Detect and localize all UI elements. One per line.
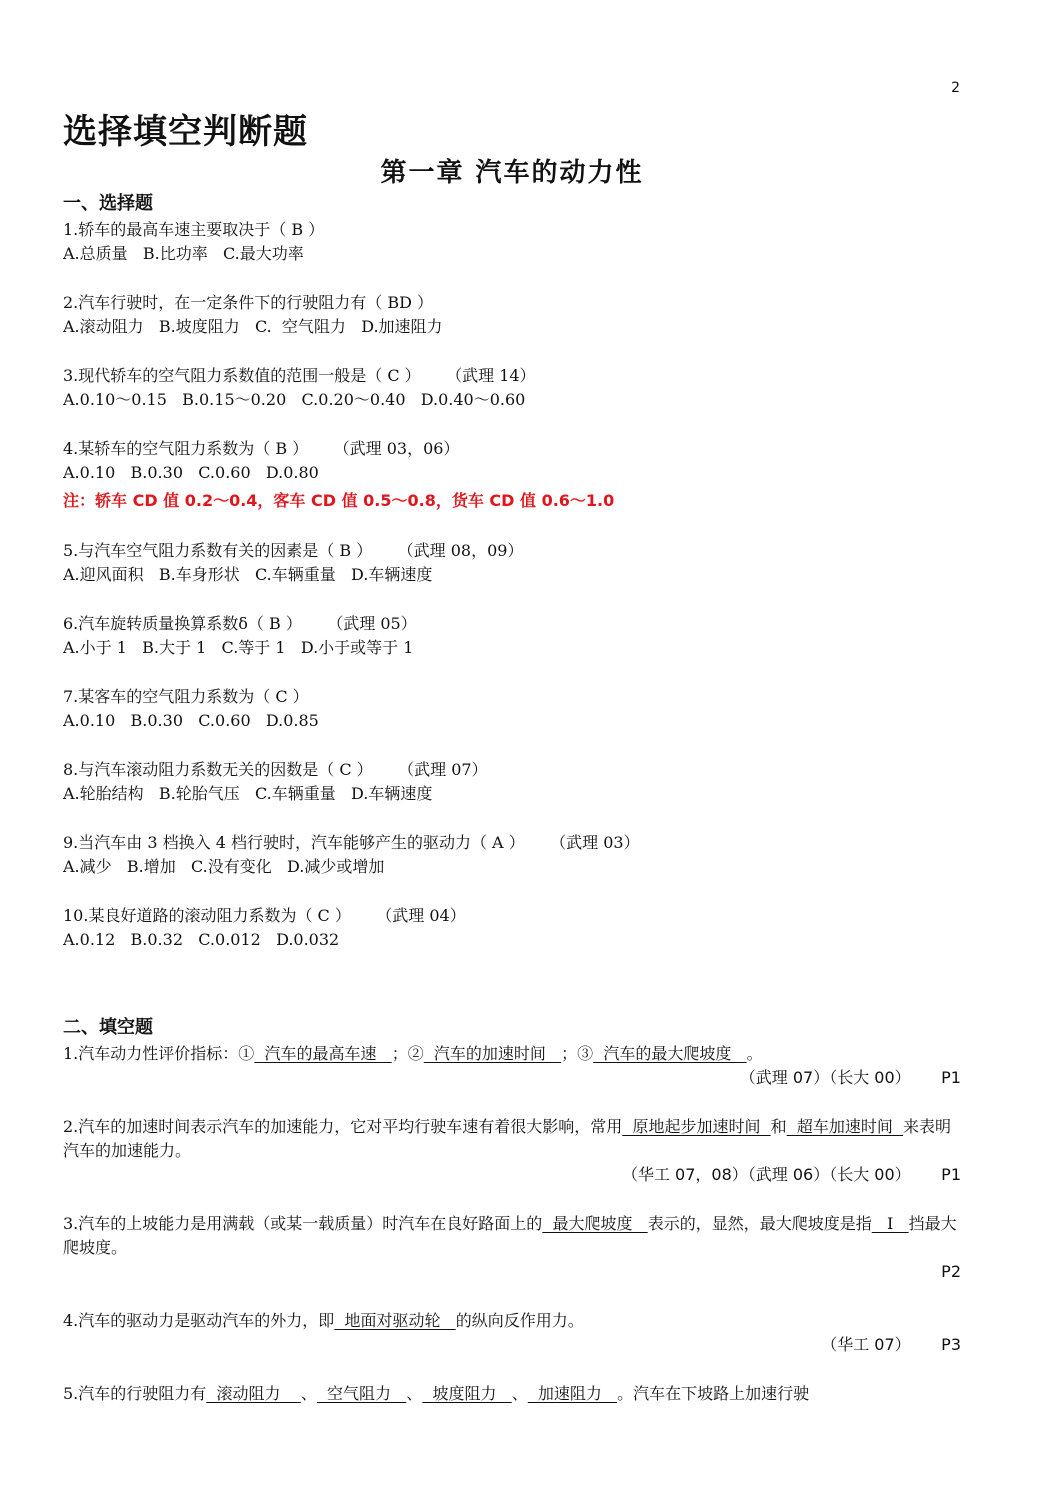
answer-blank: 地面对驱动轮 — [334, 1311, 456, 1330]
question-options: A.迎风面积 B.车身形状 C.车辆重量 D.车辆速度 — [63, 565, 433, 584]
text-part: 挡最大爬坡度。 — [63, 1214, 957, 1257]
text-part: 的纵向反作用力。 — [455, 1311, 584, 1330]
answer-blank: 空气阻力 — [316, 1384, 407, 1403]
answer-blank: 坡度阻力 — [422, 1384, 512, 1403]
question-text: 5.与汽车空气阻力系数有关的因素是（ B ） （武理 08，09） — [63, 541, 524, 560]
answer-blank: 汽车的最大爬坡度 — [593, 1044, 747, 1063]
question-text: 4.某轿车的空气阻力系数为（ B ） （武理 03，06） — [63, 439, 460, 458]
answer-blank: I — [871, 1214, 909, 1233]
question-options: A.0.12 B.0.32 C.0.012 D.0.032 — [63, 930, 340, 949]
content — [63, 190, 961, 1431]
fill-question-text — [63, 1382, 961, 1406]
mcq-section-heading: 一、选择题 — [63, 193, 153, 214]
text-part: 3.汽车的上坡能力是用满载（或某一载质量）时汽车在良好路面上的 — [63, 1214, 543, 1233]
question-options: A.0.10 B.0.30 C.0.60 D.0.80 — [63, 463, 319, 482]
text-part: 2.汽车的加速时间表示汽车的加速能力，它对平均行驶车速有着很大影响，常用 — [63, 1117, 623, 1136]
answer-blank: 最大爬坡度 — [542, 1214, 648, 1233]
question-options: A.小于 1 B.大于 1 C.等于 1 D.小于或等于 1 — [63, 638, 414, 657]
answer-blank: 加速阻力 — [527, 1384, 618, 1403]
chapter-title: 第一章 汽车的动力性 — [380, 158, 644, 188]
question-options: A.减少 B.增加 C.没有变化 D.减少或增加 — [63, 857, 385, 876]
answer-blank: 滚动阻力 — [206, 1384, 301, 1403]
section-gap — [63, 952, 961, 1014]
question-7 — [63, 685, 961, 733]
question-text: 8.与汽车滚动阻力系数无关的因数是（ C ） （武理 07） — [63, 760, 488, 779]
answer-blank: 汽车的加速时间 — [423, 1044, 562, 1063]
text-part: 、 — [406, 1384, 423, 1403]
source-reference: （武理 07）（长大 00） P1 — [739, 1068, 961, 1087]
question-options: A.轮胎结构 B.轮胎气压 C.车辆重量 D.车辆速度 — [63, 784, 433, 803]
question-text: 3.现代轿车的空气阻力系数值的范围一般是（ C ） （武理 14） — [63, 366, 536, 385]
fill-question-3 — [63, 1212, 961, 1284]
fill-question-2 — [63, 1115, 961, 1187]
question-text: 7.某客车的空气阻力系数为（ C ） — [63, 687, 309, 706]
text-part: 表示的，显然，最大爬坡度是指 — [647, 1214, 872, 1233]
question-10 — [63, 904, 961, 952]
question-3 — [63, 364, 961, 412]
fill-question-text — [63, 1212, 961, 1260]
question-text: 6.汽车旋转质量换算系数δ（ B ） （武理 05） — [63, 614, 417, 633]
text-part: 和 — [770, 1117, 787, 1136]
text-part: ；② — [391, 1044, 424, 1063]
fill-question-text — [63, 1042, 961, 1066]
fill-question-text — [63, 1115, 961, 1163]
question-9 — [63, 831, 961, 879]
question-2 — [63, 291, 961, 339]
answer-blank: 原地起步加速时间 — [622, 1117, 771, 1136]
question-text: 2.汽车行驶时，在一定条件下的行驶阻力有（ BD ） — [63, 293, 434, 312]
answer-blank: 超车加速时间 — [786, 1117, 904, 1136]
text-part: 。 — [746, 1044, 763, 1063]
question-options: A.滚动阻力 B.坡度阻力 C. 空气阻力 D.加速阻力 — [63, 317, 443, 336]
main-title: 选择填空判断题 — [63, 112, 308, 152]
question-options: A.0.10～0.15 B.0.15～0.20 C.0.20～0.40 D.0.40～0.60 — [63, 390, 526, 409]
question-6 — [63, 612, 961, 660]
question-options: A.总质量 B.比功率 C.最大功率 — [63, 244, 304, 263]
answer-blank: 汽车的最高车速 — [254, 1044, 392, 1063]
text-part: 、 — [511, 1384, 528, 1403]
question-text: 1.轿车的最高车速主要取决于（ B ） — [63, 220, 325, 239]
question-8 — [63, 758, 961, 806]
question-text: 10.某良好道路的滚动阻力系数为（ C ） （武理 04） — [63, 906, 466, 925]
question-4 — [63, 437, 961, 485]
fill-question-4 — [63, 1309, 961, 1357]
fill-question-1 — [63, 1042, 961, 1090]
text-part: 4.汽车的驱动力是驱动汽车的外力，即 — [63, 1311, 335, 1330]
source-reference: P2 — [941, 1262, 961, 1281]
fill-question-text — [63, 1309, 961, 1333]
question-1 — [63, 218, 961, 266]
fill-question-5 — [63, 1382, 961, 1406]
source-reference: （华工 07，08）（武理 06）（长大 00） P1 — [621, 1165, 961, 1184]
cd-note: 注：轿车 CD 值 0.2～0.4，客车 CD 值 0.5～0.8，货车 CD 值 0.6～1.0 — [63, 491, 615, 510]
question-options: A.0.10 B.0.30 C.0.60 D.0.85 — [63, 711, 319, 730]
text-part: ；③ — [561, 1044, 594, 1063]
text-part: 来表明汽车的加速能力。 — [63, 1117, 952, 1160]
page-number: 2 — [951, 80, 960, 96]
text-part: 1.汽车动力性评价指标：① — [63, 1044, 255, 1063]
source-reference: （华工 07） P3 — [821, 1335, 961, 1354]
question-5 — [63, 539, 961, 587]
text-part: 5.汽车的行驶阻力有 — [63, 1384, 207, 1403]
text-part: 、 — [300, 1384, 317, 1403]
text-part: 。汽车在下坡路上加速行驶 — [617, 1384, 810, 1403]
fill-section-heading: 二、填空题 — [63, 1017, 153, 1038]
question-text: 9.当汽车由 3 档换入 4 档行驶时，汽车能够产生的驱动力（ A ） （武理 03） — [63, 833, 640, 852]
